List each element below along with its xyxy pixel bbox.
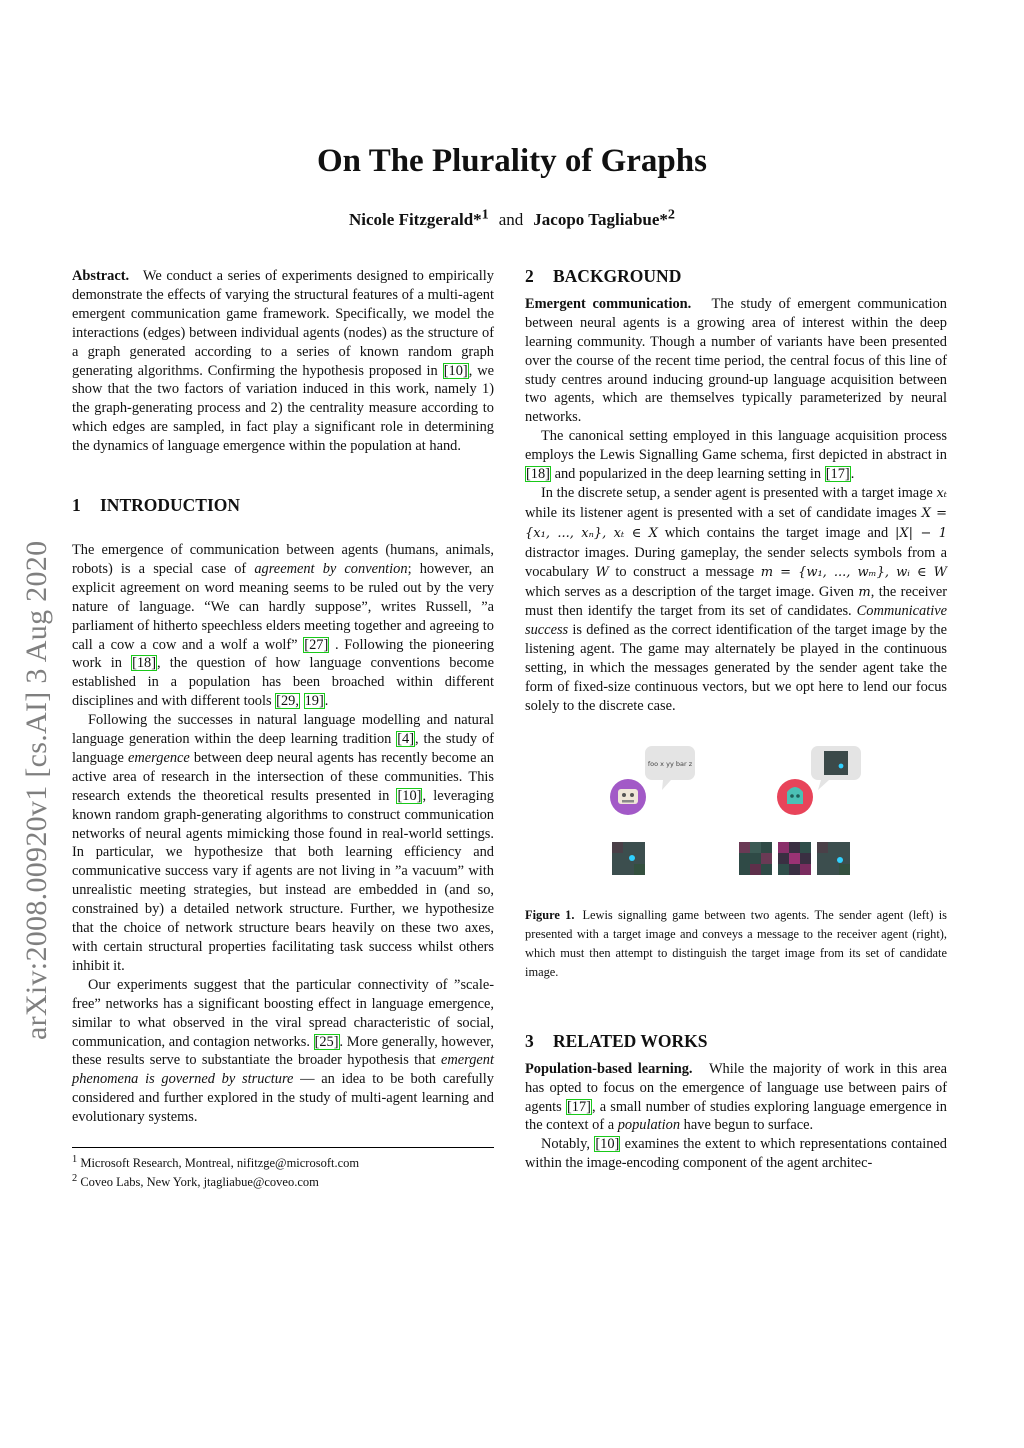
related-paragraph-1 bbox=[525, 1060, 947, 1136]
citation-link[interactable]: [17] bbox=[825, 466, 850, 483]
text: The canonical setting employed in this language acquisition process employs the Lewis Signalling Game schema, first depicted in abstract in bbox=[525, 428, 947, 464]
sender-target-image bbox=[612, 842, 645, 875]
math-inline: |X| − 1 bbox=[895, 525, 947, 541]
text: . bbox=[850, 466, 855, 483]
section-title: RELATED WORKS bbox=[553, 1030, 708, 1051]
candidate-image-3 bbox=[817, 842, 850, 875]
text: . More generally, however, these results serve to substantiate the broader hypothesis that bbox=[72, 1033, 495, 1069]
runin-heading: Emergent communication. bbox=[525, 295, 692, 312]
background-paragraph-2 bbox=[525, 427, 947, 484]
text: — an idea to be both carefully considered and further explored in the study of multi-agent learning and evolutionary systems. bbox=[72, 1071, 494, 1126]
citation-link[interactable]: [18] bbox=[526, 466, 550, 483]
text: to construct a message bbox=[608, 563, 761, 580]
text: , the question of how language conventions become established in a population has been broached within different disciplines and with different tools bbox=[72, 655, 494, 710]
text: distractor images. During gameplay, the sender selects symbols from a vocabulary bbox=[525, 544, 947, 580]
text: between deep neural agents has recently become an active area of research in the intersection of these communities. This research extends the theoretical results presented in bbox=[72, 749, 494, 804]
author-second-mark: 2 bbox=[667, 206, 675, 222]
figure-label: Figure 1. bbox=[525, 907, 575, 922]
text: is defined as the correct identification of the target image by the listening agent. The game may alternately be played in the continuous setting, in which the messages generated by the sender agent take the form of fixed-size continuous vectors, but we opt here to lend our focus solely to the discrete case. bbox=[525, 622, 947, 714]
section-heading-background bbox=[525, 267, 947, 286]
math-inline: W bbox=[595, 564, 609, 580]
background-paragraph-1 bbox=[525, 295, 947, 427]
text: and popularized in the deep learning setting in bbox=[550, 466, 825, 483]
text: In the discrete setup, a sender agent is presented with a target image bbox=[541, 484, 937, 501]
footnote-text: Microsoft Research, Montreal, nifitzge@microsoft.com bbox=[80, 1156, 360, 1171]
text: The study of emergent communication between neural agents is a growing area of interest within the deep learning community. Though a number of variants have been presented over the course of the recent time period, the central focus of this line of study centres around inducing ground-up language acquisition between two agents, which are themselves typically parameterized by neural networks. bbox=[525, 295, 947, 426]
section-number: 3 bbox=[525, 1030, 534, 1051]
abstract-label: Abstract. bbox=[72, 268, 130, 284]
receiver-speech-bubble bbox=[811, 746, 861, 790]
math-inline: m = {w₁, ..., wₘ}, wᵢ ∈ W bbox=[760, 564, 947, 580]
figure-1-illustration bbox=[525, 742, 947, 902]
sender-speech-bubble bbox=[645, 746, 695, 790]
citation-link[interactable]: [10] bbox=[595, 1136, 620, 1153]
citation-link[interactable]: [10] bbox=[397, 787, 422, 804]
intro-paragraph-1 bbox=[72, 541, 494, 711]
citation-link[interactable]: [25] bbox=[314, 1033, 339, 1050]
candidate-image-1 bbox=[739, 842, 772, 875]
footnote-text: Coveo Labs, New York, jtagliabue@coveo.com bbox=[80, 1175, 319, 1190]
sender-robot-icon bbox=[610, 779, 646, 815]
intro-paragraph-2 bbox=[72, 711, 494, 976]
footnote-2 bbox=[72, 1171, 494, 1190]
text: Following the successes in natural language modelling and natural language generation within the deep learning tradition bbox=[72, 712, 494, 748]
related-paragraph-2 bbox=[525, 1135, 947, 1173]
emphasis: agreement by convention bbox=[254, 560, 408, 577]
author-first-mark: 1 bbox=[481, 206, 489, 222]
emphasis: emergent phenomena is governed by structure bbox=[72, 1052, 494, 1088]
text: while its listener agent is presented with a set of candidate images bbox=[525, 504, 922, 521]
author-second-name: Jacopo Tagliabue* bbox=[533, 209, 668, 229]
text: , the receiver must then identify the target from its set of candidates. bbox=[525, 583, 947, 620]
figure-1 bbox=[525, 742, 947, 902]
section-number: 1 bbox=[72, 495, 81, 516]
author-line bbox=[0, 206, 1024, 230]
background-paragraph-3 bbox=[525, 484, 947, 716]
runin-heading: Population-based learning. bbox=[525, 1060, 693, 1077]
citation-link[interactable]: 19] bbox=[304, 693, 324, 710]
message-text: foo x yy bar z bbox=[647, 759, 693, 768]
author-joiner: and bbox=[498, 209, 524, 229]
text: , the study of language bbox=[72, 731, 494, 766]
right-column bbox=[525, 267, 947, 1173]
abstract-text: We conduct a series of experiments designed to empirically demonstrate the effects of varying the structural features of a multi-agent emergent communication game framework. Specifically, we model the interactions (edges) between individual agents (nodes) as the structure of a graph generated according to a series of known random graph generating algorithms. Confirming the hypothesis proposed in bbox=[72, 268, 494, 379]
text: The emergence of communication between agents (humans, animals, robots) is a special case of bbox=[72, 541, 494, 577]
citation-link[interactable]: [29, bbox=[276, 693, 299, 710]
section-heading-related-works bbox=[525, 1032, 947, 1051]
message-image bbox=[824, 751, 848, 775]
section-title: BACKGROUND bbox=[553, 266, 682, 286]
citation-link[interactable]: [27] bbox=[304, 636, 329, 653]
abstract bbox=[72, 267, 494, 456]
text: examines the extent to which representations contained within the image-encoding component of the agent architec- bbox=[525, 1136, 947, 1172]
text: , leveraging known random graph-generating algorithms to construct communication networks of neural agents mimicking those found in real-world settings. In particular, we hypothesize that both learning efficiency and communicative success vary if agents are not living in ”a vacuum” with unrealistic meeting strategies, but instead are embedded in (and so, constrained by) a detailed network structure. Further, we hypothesize that the choice of network structure bears heavily on these two axes, with certain structural properties facilitating task success whilst others inhibit it. bbox=[72, 787, 494, 974]
text: which contains the target image and bbox=[657, 524, 896, 541]
citation-link[interactable]: [18] bbox=[132, 655, 157, 672]
footnote-1 bbox=[72, 1152, 494, 1171]
text: ; however, an explicit agreement on word meaning seems to be ruled out by the very nature of language. “We can hardly suppose”, writes Russell, ”a parliament of hitherto speechless elders meeting together and agreeing to call a cow a cow and a wolf a wolf” bbox=[72, 560, 495, 653]
caption-text: Lewis signalling game between two agents. The sender agent (left) is presented with a target image and conveys a message to the receiver agent (right), which must then attempt to distinguish the target image from its set of candidate image. bbox=[525, 907, 947, 979]
arxiv-stamp: arXiv:2008.00920v1 [cs.AI] 3 Aug 2020 bbox=[20, 540, 53, 1040]
section-number: 2 bbox=[525, 266, 534, 286]
receiver-robot-icon bbox=[777, 779, 813, 815]
author-second bbox=[533, 206, 675, 229]
section-heading-introduction bbox=[72, 496, 494, 515]
text: . Following the pioneering work in bbox=[72, 636, 495, 672]
intro-paragraph-3 bbox=[72, 976, 494, 1127]
text: , a small number of studies exploring language emergence in the context of a bbox=[525, 1098, 947, 1134]
citation-link[interactable]: [17] bbox=[566, 1098, 591, 1115]
author-first-name: Nicole Fitzgerald* bbox=[349, 209, 482, 229]
abstract-text-end: , we show that the two factors of variation induced in this work, namely 1) the graph-generating process and 2) the centrality measure according to which edges are sampled, in fact play a significant role in determining the dynamics of language emergence within the population at hand. bbox=[72, 362, 495, 455]
math-inline: xₜ bbox=[936, 485, 947, 501]
footnote-mark: 2 bbox=[72, 1173, 78, 1185]
citation-link[interactable]: [4] bbox=[397, 731, 415, 748]
paper-title: On The Plurality of Graphs bbox=[317, 143, 707, 179]
emphasis: population bbox=[617, 1117, 681, 1134]
emphasis: emergence bbox=[128, 749, 190, 766]
text: While the majority of work in this area has opted to focus on the emergence of language use between pairs of agents bbox=[525, 1060, 947, 1115]
text: which serves as a description of the target image. Given bbox=[525, 583, 859, 600]
text: have begun to surface. bbox=[680, 1117, 814, 1134]
author-first bbox=[349, 206, 489, 229]
math-inline: m bbox=[858, 584, 871, 600]
left-column bbox=[72, 267, 494, 1190]
candidate-image-2 bbox=[778, 842, 811, 875]
math-inline: X = {x₁, ..., xₙ}, xₜ ∈ X bbox=[525, 505, 948, 541]
footnote-rule bbox=[72, 1147, 494, 1148]
citation-link[interactable]: [10] bbox=[443, 362, 468, 379]
emphasis: Communicative success bbox=[525, 603, 947, 639]
text: Our experiments suggest that the particular connectivity of ”scale-free” networks has a significant boosting effect in language emergence, similar to what observed in the viral spread characteristic of social, communication, and contagion networks. bbox=[72, 976, 494, 1050]
figure-1-caption bbox=[525, 906, 947, 982]
section-title: INTRODUCTION bbox=[100, 495, 241, 516]
text: Notably, bbox=[541, 1136, 595, 1153]
text: . bbox=[324, 693, 329, 710]
footnote-mark: 1 bbox=[72, 1154, 78, 1166]
